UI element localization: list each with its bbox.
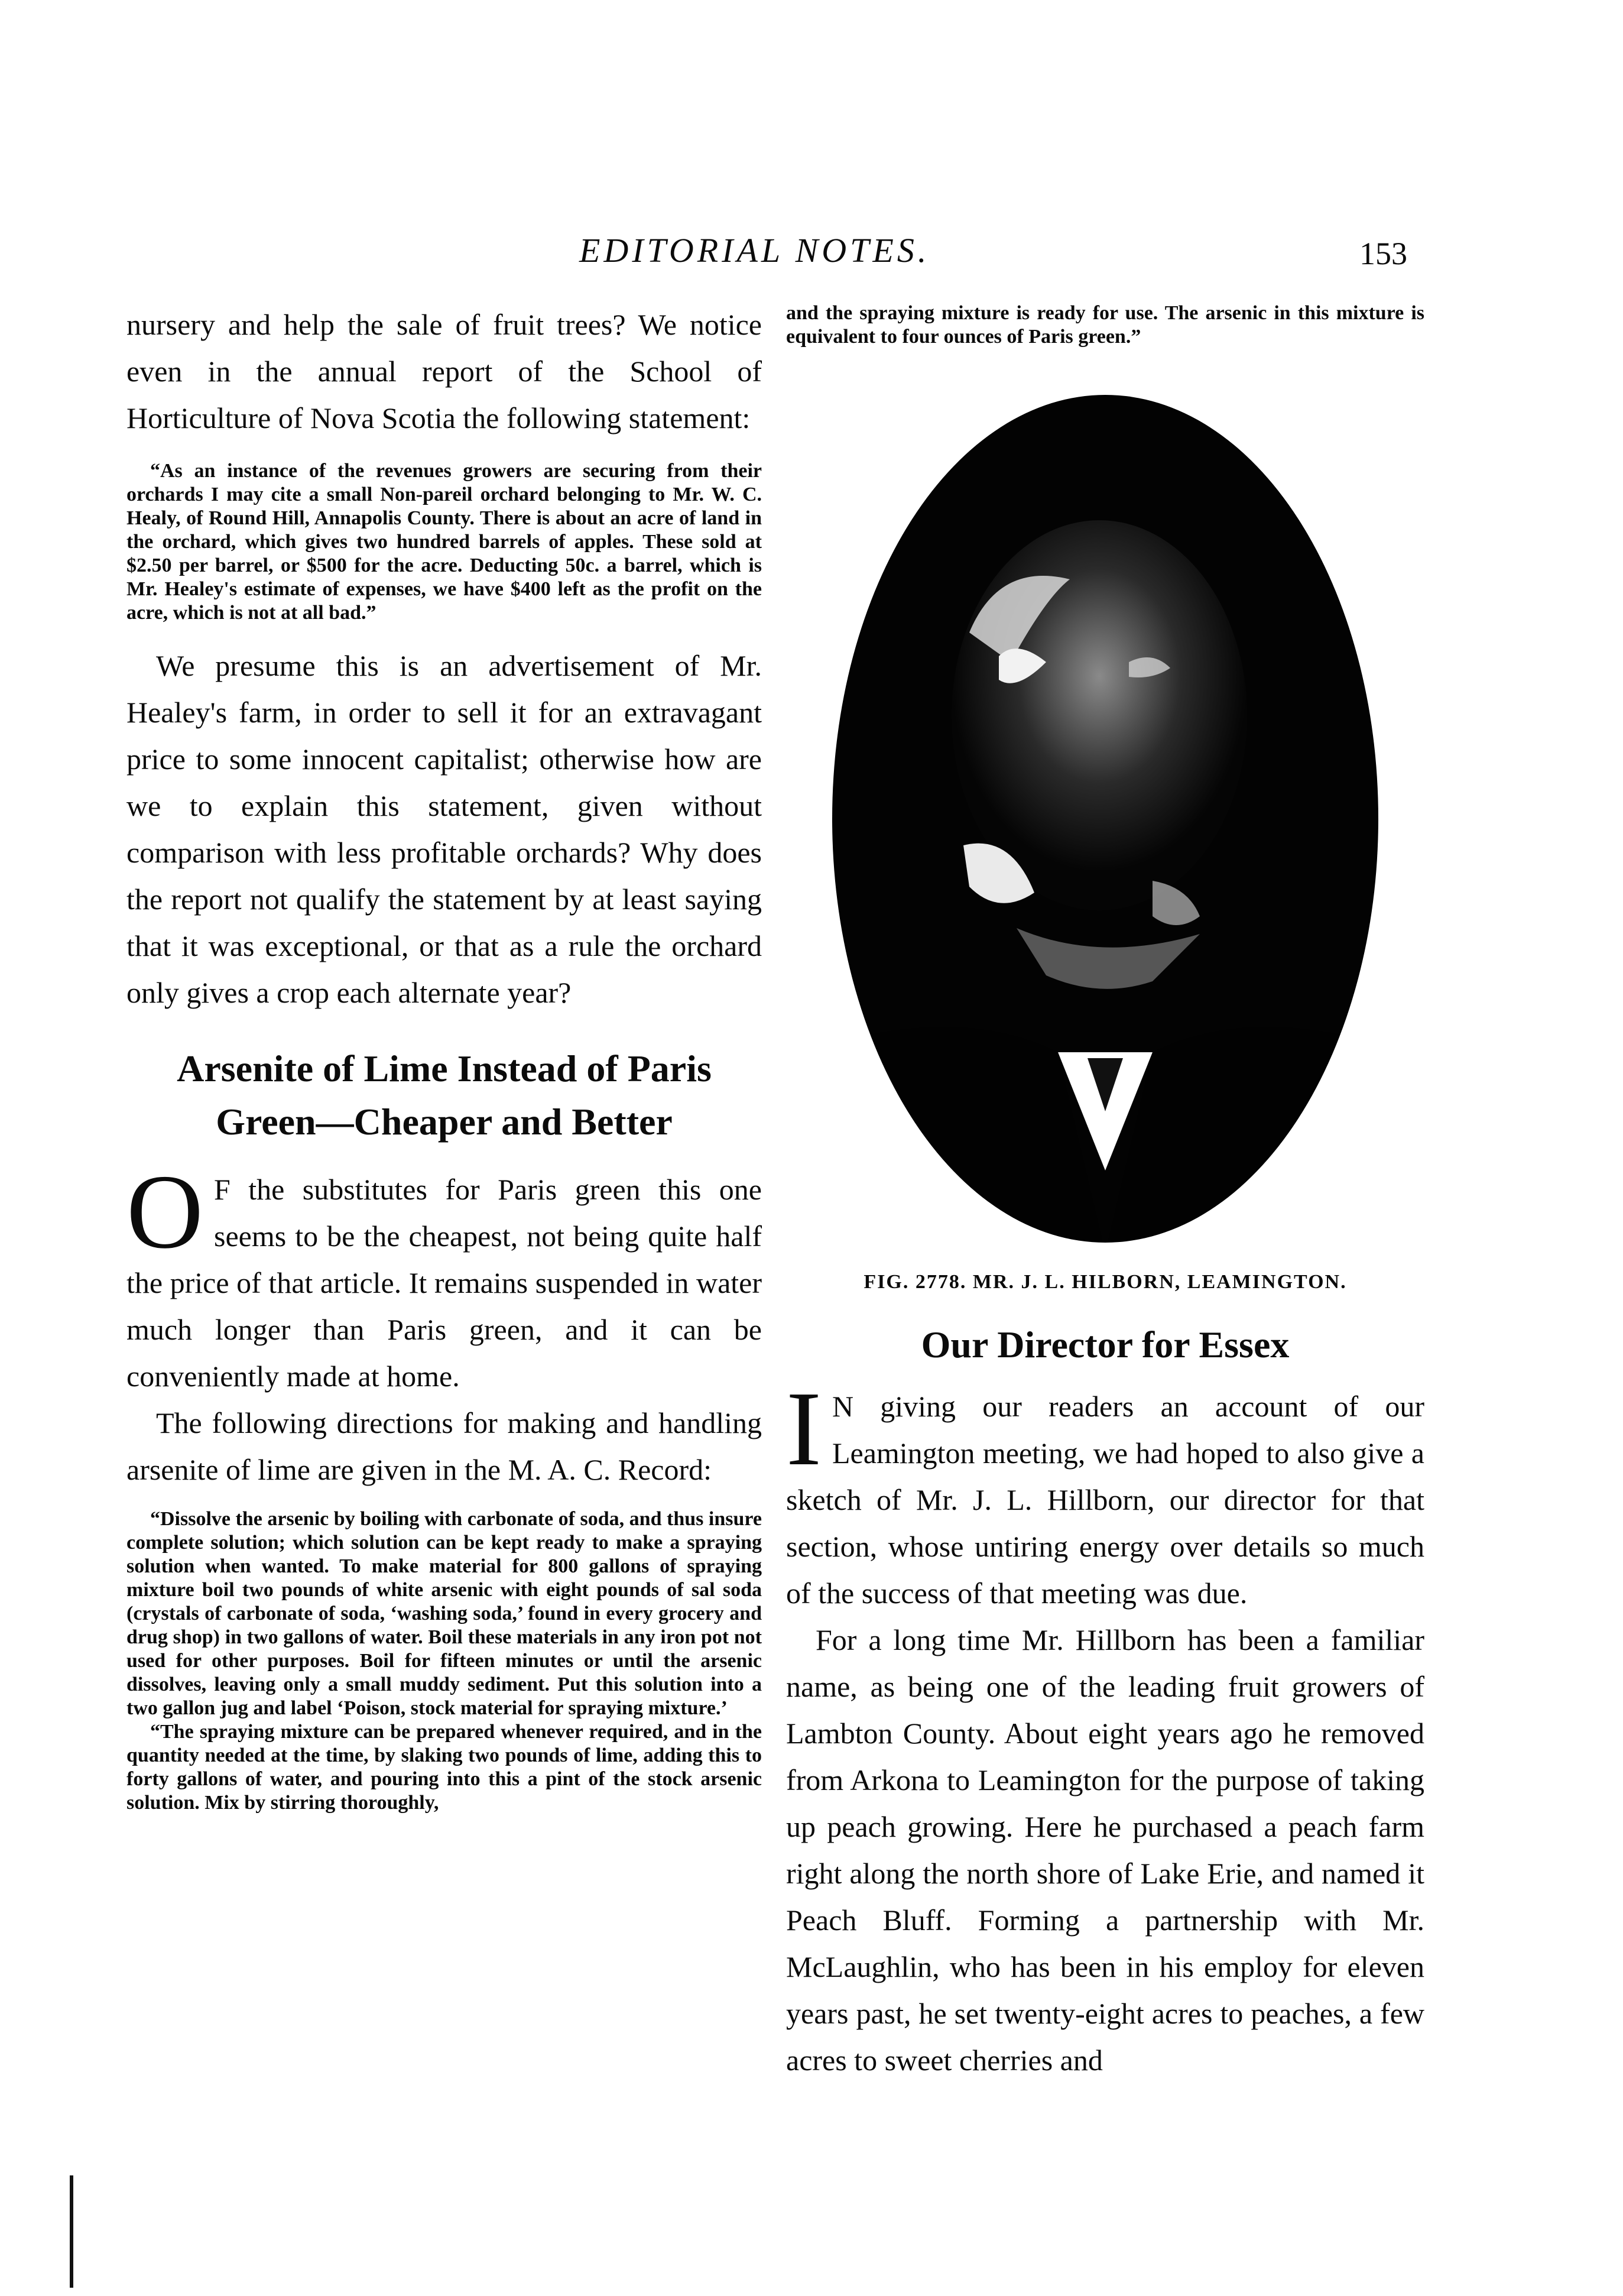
article-title-director: Our Director for Essex: [921, 1324, 1290, 1366]
paragraph-leamington-meeting: N giving our readers an account of our Leamington meeting, we had hoped to also give a sketch of Mr. J. L. Hillborn, our director for that section, whose untiring energy over details so much of the success of that meeting was due.: [786, 1390, 1424, 1610]
article-director-essex: [786, 1318, 1424, 2084]
paragraph-nursery: nursery and help the sale of fruit trees? We notice even in the annual report of the School of Horticulture of Nova Scotia the following statement:: [126, 308, 762, 434]
dropcap-paragraph-substitutes: [126, 1153, 762, 1400]
dropcap-letter: I: [786, 1370, 822, 1487]
article-title-line-2: Green—Cheaper and Better: [216, 1101, 673, 1143]
page-number: 153: [1359, 236, 1407, 271]
paragraph-substitutes: F the substitutes for Paris green this one seems to be the cheapest, not being quite half the price of that article. It remains suspended in water much longer than Paris green, and it can be conveniently made at home.: [126, 1173, 762, 1393]
paragraph-advertisement: We presume this is an advertisement of Mr. Healey's farm, in order to sell it for an extravagant price to some innocent capitalist; otherwise how are we to explain this statement, given without comparison with less profitable orchards? Why does the report not qualify the statement by at least saying that it was exceptional, or that as a rule the orchard only gives a crop each alternate year?: [126, 649, 762, 1009]
article-title-arsenite: [126, 1042, 762, 1149]
left-column: [126, 301, 762, 2205]
quote-spraying-mixture: “The spraying mixture can be prepared whenever required, and in the quantity needed at the time, by slaking two pounds of lime, adding this to forty gallons of water, and pouring into this a pint of the stock arsenic solution. Mix by stirring thoroughly,: [126, 1721, 762, 1814]
quote-continued: and the spraying mixture is ready for use. The arsenic in this mixture is equivalent to four ounces of Paris green.”: [786, 302, 1424, 348]
article-title-line-1: Arsenite of Lime Instead of Paris: [177, 1048, 712, 1089]
figure-caption: FIG. 2778. MR. J. L. HILBORN, LEAMINGTON.: [864, 1271, 1347, 1293]
quote-dissolve-arsenic: “Dissolve the arsenic by boiling with carbonate of soda, and thus insure complete solution; which solution can be kept ready to make a spraying solution when wanted. To make material for 800 gallons of spraying mixture boil two pounds of white arsenic with eight pounds of sal soda (crystals of carbonate of soda, ‘washing soda,’ found in every grocery and drug shop) in two gallons of water. Boil these materials in any iron pot not used for other purposes. Boil for fifteen minutes or until the arsenic dissolves, leaving only a small muddy sediment. Put this solution into a two gallon jug and label ‘Poison, stock material for spraying mixture.’: [126, 1508, 762, 1719]
paragraph-directions: The following directions for making and handling arsenite of lime are given in the M. A. C. Record:: [126, 1406, 762, 1486]
page-header: [0, 231, 1623, 284]
running-head: EDITORIAL NOTES.: [579, 231, 930, 270]
right-column: [786, 301, 1424, 2205]
portrait-oval-photo: [822, 384, 1389, 1253]
paragraph-hillborn-history: For a long time Mr. Hillborn has been a familiar name, as being one of the leading fruit growers of Lambton County. About eight years ago he removed from Arkona to Leamington for the purpose of taking up peach growing. Here he purchased a peach farm right along the north shore of Lake Erie, and named it Peach Bluff. Forming a partnership with Mr. McLaughlin, who has been in his employ for eleven years past, he set twenty-eight acres to peaches, a few acres to sweet cherries and: [786, 1623, 1424, 2077]
margin-rule: [70, 2175, 73, 2288]
quote-healy-orchard: “As an instance of the revenues growers are securing from their orchards I may cite a small Non-pareil orchard belonging to Mr. W. C. Healy, of Round Hill, Annapolis County. There is about an acre of land in the orchard, which gives two hundred barrels of apples. These sold at $2.50 per barrel, or $500 for the acre. Deducting 50c. a barrel, which is Mr. Healey's estimate of expenses, we have $400 left as the profit on the acre, which is not at all bad.”: [126, 460, 762, 624]
portrait-figure: [822, 384, 1389, 1253]
dropcap-paragraph-leamington: [786, 1370, 1424, 1617]
dropcap-letter: O: [126, 1153, 203, 1270]
